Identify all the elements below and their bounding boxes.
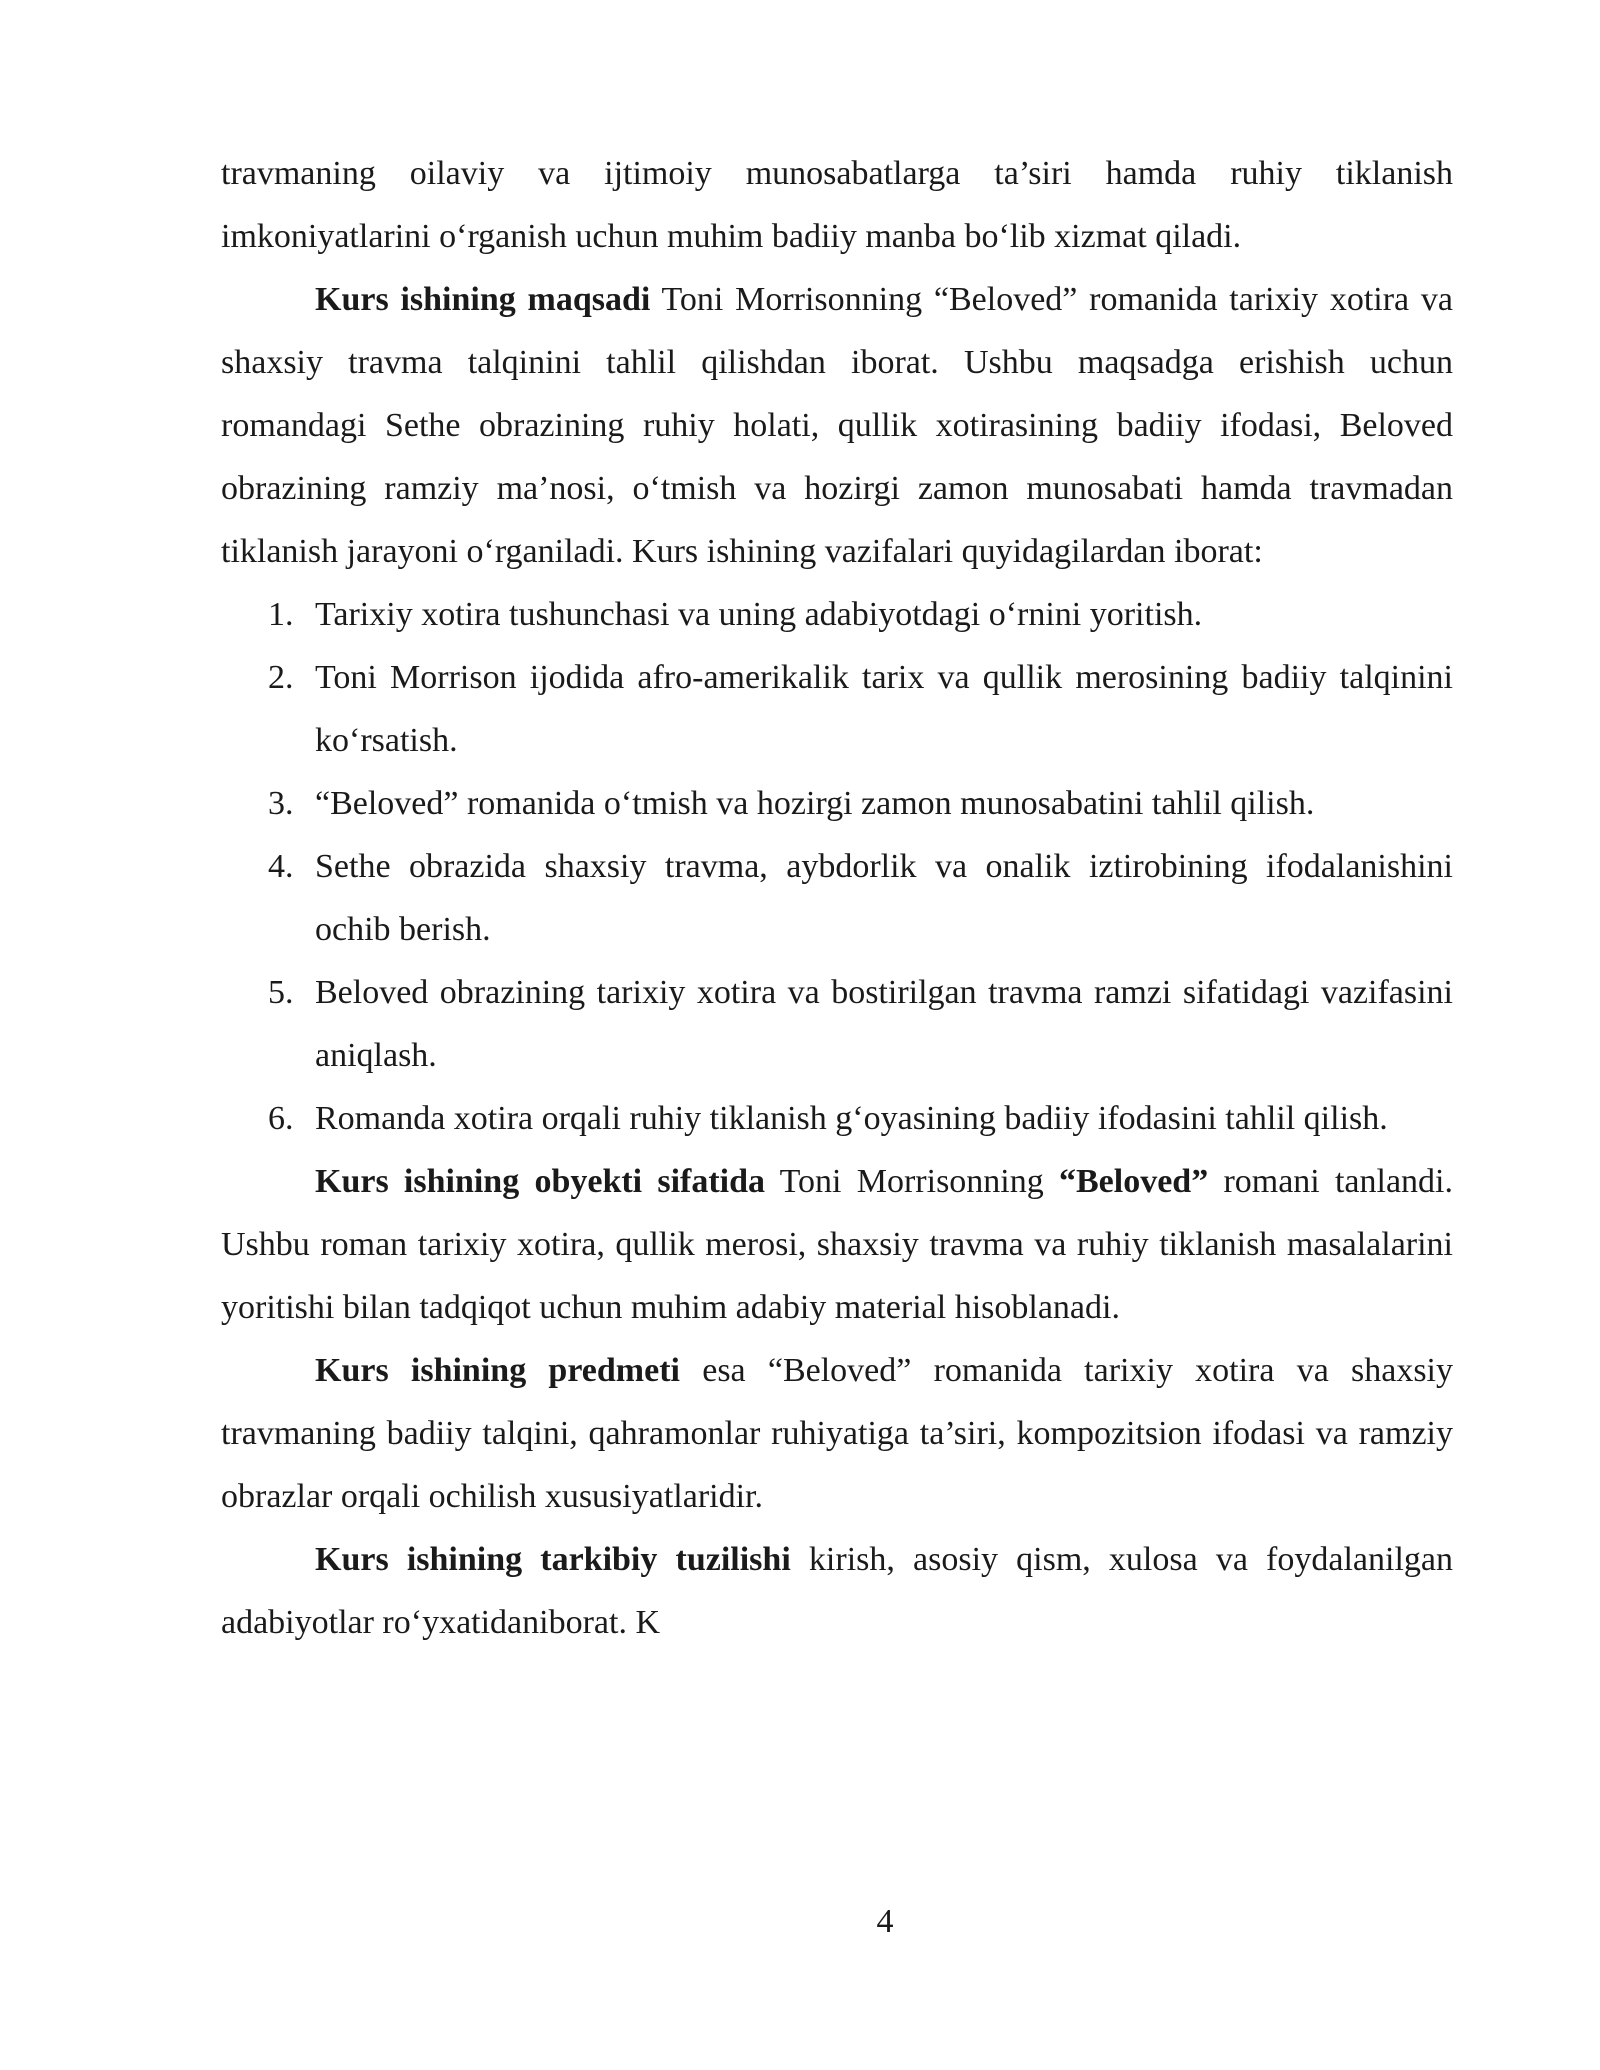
list-item-text: Sethe obrazida shaxsiy travma, aybdorlik va onalik iztirobining ifodalanishini ochib berish. [315, 848, 1453, 948]
list-item-text: “Beloved” romanida o‘tmish va hozirgi zamon munosabatini tahlil qilish. [315, 785, 1315, 822]
object-title: “Beloved” [1058, 1163, 1209, 1200]
list-item-number: 4. [268, 848, 294, 885]
subject-text: esa “Beloved” romanida tarixiy xotira va shaxsiy travmaning badiiy talqini, qahramonlar ruhiyatiga ta’siri, kompozitsion ifodasi va ramziy obrazlar orqali ochilish xususiyatlaridir. [221, 1352, 1454, 1515]
list-item-text: Romanda xotira orqali ruhiy tiklanish g‘oyasining badiiy ifodasini tahlil qilish. [315, 1100, 1388, 1137]
list-item [221, 1087, 1473, 1150]
list-item-text: Tarixiy xotira tushunchasi va uning adabiyotdagi o‘rnini yoritish. [315, 596, 1203, 633]
list-item-number: 1. [268, 596, 294, 633]
structure-paragraph [221, 1528, 1453, 1654]
list-item [221, 583, 1453, 646]
list-item [221, 835, 1453, 961]
structure-text: kirish, asosiy qism, xulosa va foydalanilgan adabiyotlar ro‘yxatidaniborat. K [221, 1541, 1453, 1641]
list-item-number: 5. [268, 974, 294, 1011]
object-label: Kurs ishining obyekti sifatida [315, 1163, 766, 1200]
object-paragraph [221, 1150, 1453, 1339]
list-item-number: 6. [268, 1100, 294, 1137]
subject-paragraph [221, 1339, 1453, 1528]
purpose-paragraph [221, 268, 1453, 583]
list-item [221, 961, 1453, 1087]
list-item-number: 3. [268, 785, 294, 822]
subject-label: Kurs ishining predmeti [315, 1352, 680, 1389]
intro-paragraph [221, 142, 1453, 268]
purpose-label: Kurs ishining maqsadi [315, 281, 651, 318]
page-number: 4 [876, 1903, 894, 1940]
tasks-list [221, 583, 1453, 1150]
list-item [221, 646, 1453, 772]
list-item [221, 772, 1453, 835]
list-item-text: Toni Morrison ijodida afro-amerikalik tarix va qullik merosining badiiy talqinini ko‘rsatish. [315, 659, 1453, 759]
document-page [221, 142, 1453, 1654]
list-item-text: Beloved obrazining tarixiy xotira va bostirilgan travma ramzi sifatidagi vazifasini aniqlash. [315, 974, 1453, 1074]
purpose-text: Toni Morrisonning “Beloved” romanida tarixiy xotira va shaxsiy travma talqinini tahlil qilishdan iborat. Ushbu maqsadga erishish uchun romandagi Sethe obrazining ruhiy holati, qullik xotirasining badiiy ifodasi, Beloved obrazining ramziy ma’nosi, o‘tmish va hozirgi zamon munosabati hamda travmadan tiklanish jarayoni o‘rganiladi. Kurs ishining vazifalari quyidagilardan iborat: [221, 281, 1453, 570]
object-text-after: romani tanlandi. Ushbu roman tarixiy xotira, qullik merosi, shaxsiy travma va ruhiy tiklanish masalalarini yoritishi bilan tadqiqot uchun muhim adabiy material hisoblanadi. [221, 1163, 1453, 1326]
list-item-number: 2. [268, 659, 294, 696]
intro-text: travmaning oilaviy va ijtimoiy munosabatlarga ta’siri hamda ruhiy tiklanish imkoniyatlarini o‘rganish uchun muhim badiiy manba bo‘lib xizmat qiladi. [221, 155, 1453, 255]
object-text-before: Toni Morrisonning [765, 1163, 1059, 1200]
structure-label: Kurs ishining tarkibiy tuzilishi [315, 1541, 791, 1578]
